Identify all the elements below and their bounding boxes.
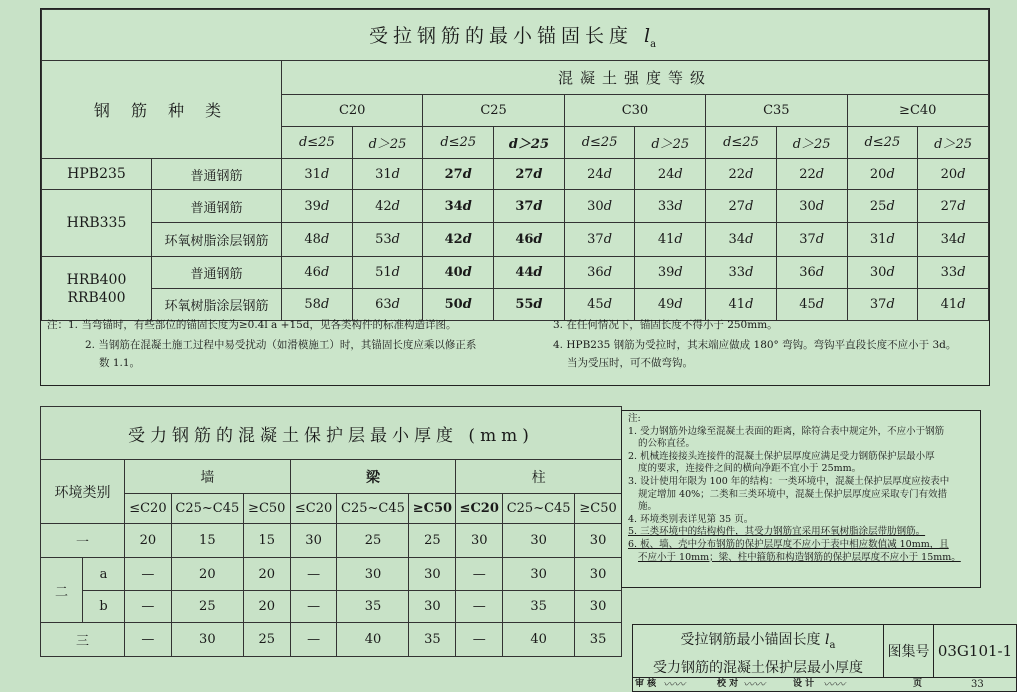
strength-header: C25~C45 — [337, 494, 409, 524]
cover-table-body — [41, 524, 622, 657]
row-header: 钢 筋 种 类 — [42, 61, 282, 159]
anchorage-row — [42, 190, 989, 223]
d-symbol: d — [674, 166, 683, 182]
d-symbol: d — [391, 166, 400, 182]
anchorage-value: 41d — [918, 289, 989, 321]
d-symbol: d — [886, 232, 895, 247]
diameter-header: d≤25 — [282, 127, 353, 159]
d-symbol: d — [674, 297, 683, 312]
d-symbol: d — [745, 166, 754, 182]
cover-value: 30 — [290, 524, 337, 558]
d-symbol: d — [320, 198, 330, 214]
cover-value: 35 — [575, 623, 622, 657]
anchorage-value: 45d — [776, 289, 847, 321]
diameter-header: d＞25 — [776, 127, 847, 159]
cover-value: 20 — [125, 524, 172, 558]
cover-value: 40 — [503, 623, 575, 657]
review-label: 审 核 — [635, 679, 657, 689]
anchorage-table — [41, 9, 989, 321]
cover-note-line: 5. 三类环境中的结构构件，其受力钢筋宜采用环氧树脂涂层带肋钢筋。 — [628, 526, 926, 538]
anchorage-value: 40d — [423, 257, 494, 289]
d-symbol: d — [320, 265, 330, 280]
anchorage-value: 36d — [564, 257, 635, 289]
anchorage-table-body — [42, 159, 989, 321]
grade-header: C35 — [706, 95, 847, 127]
cover-value: 30 — [409, 591, 456, 623]
note-1: 注：1. 当弯锚时，有些部位的锚固长度为≥0.4l a +15d，见各类构件的标准构造详图。 — [47, 319, 457, 331]
anchorage-value: 42d — [352, 190, 423, 223]
cover-note-line: 1. 受力钢筋外边缘至混凝土表面的距离，除符合表中规定外，不应小于钢筋 — [628, 425, 945, 437]
design-label: 设 计 — [793, 679, 815, 689]
atlas-label: 图集号 — [884, 624, 934, 678]
cover-value: — — [290, 623, 337, 657]
note-3: 3. 在任何情况下，锚固长度不得小于 250mm。 — [553, 319, 778, 331]
anchorage-value: 30d — [776, 190, 847, 223]
anchorage-value: 48d — [282, 223, 353, 257]
anchorage-value: 24d — [564, 159, 635, 190]
steel-type: HRB400 RRB400 — [42, 257, 152, 321]
cover-note-line: 规定增加 40%；二类和三类环境中，混凝土保护层厚度应采取专门有效措 — [638, 488, 948, 500]
d-symbol: d — [815, 297, 825, 312]
grade-header: C25 — [423, 95, 564, 127]
anchorage-value: 34d — [918, 223, 989, 257]
steel-subtype: 普通钢筋 — [152, 190, 282, 223]
d-symbol: d — [603, 297, 613, 312]
cover-note-line: 2. 机械连接接头连接件的混凝土保护层厚度应满足受力钢筋保护层最小厚 — [628, 450, 935, 462]
strength-header: ≤C20 — [456, 494, 503, 524]
cover-value: — — [456, 591, 503, 623]
cover-note-line: 注: — [628, 413, 641, 424]
d-symbol: d — [603, 166, 613, 182]
anchorage-value: 34d — [706, 223, 777, 257]
title-subscript: a — [650, 38, 662, 50]
anchorage-value: 37d — [494, 190, 565, 223]
cover-table-box — [40, 406, 622, 656]
d-symbol: d — [462, 198, 472, 214]
check-signature: 〰〰 — [743, 678, 765, 691]
anchorage-value: 27d — [423, 159, 494, 190]
d-symbol: d — [603, 265, 613, 280]
cover-value: 20 — [171, 558, 243, 591]
cover-value: 35 — [409, 623, 456, 657]
cover-note-line: 6. 板、墙、壳中分布钢筋的保护层厚度不应小于表中相应数值减 10mm，且 — [628, 538, 949, 550]
cover-value: 30 — [409, 558, 456, 591]
strength-header: C25~C45 — [503, 494, 575, 524]
cover-value: 30 — [456, 524, 503, 558]
title-block-line2: 受力钢筋的混凝土保护层最小厚度 — [653, 659, 863, 676]
anchorage-value: 22d — [706, 159, 777, 190]
env-header: 环境类别 — [41, 460, 125, 524]
cover-value: — — [125, 623, 172, 657]
anchorage-value: 31d — [847, 223, 918, 257]
cover-note-line: 不应小于 10mm；梁、柱中箍筋和构造钢筋的保护层厚度不应小于 15mm。 — [638, 551, 961, 563]
anchorage-row — [42, 223, 989, 257]
cover-value: 25 — [337, 524, 409, 558]
d-symbol: d — [815, 232, 825, 247]
note-2-cont: 数 1.1。 — [99, 357, 141, 369]
d-symbol: d — [391, 297, 400, 312]
anchorage-value: 31d — [282, 159, 353, 190]
diameter-header: d＞25 — [352, 127, 423, 159]
anchorage-value: 20d — [847, 159, 918, 190]
anchorage-value: 50d — [423, 289, 494, 321]
cover-value: 30 — [575, 591, 622, 623]
env-subclass: a — [83, 558, 125, 591]
diameter-header: d≤25 — [706, 127, 777, 159]
d-symbol: d — [957, 232, 966, 247]
env-class: 二 — [41, 558, 83, 623]
d-symbol: d — [533, 265, 543, 280]
cover-notes — [621, 410, 981, 588]
signature-row — [632, 678, 1017, 692]
title-text: 受拉钢筋的最小锚固长度 — [368, 24, 633, 47]
group-header-wall: 墙 — [125, 460, 291, 494]
steel-subtype: 环氧树脂涂层钢筋 — [152, 223, 282, 257]
col-group-header: 混凝土强度等级 — [282, 61, 989, 95]
d-symbol: d — [886, 265, 895, 280]
title-block-main — [632, 624, 884, 678]
d-symbol: d — [745, 297, 754, 312]
anchorage-notes — [47, 317, 997, 387]
anchorage-value: 27d — [706, 190, 777, 223]
steel-subtype: 普通钢筋 — [152, 257, 282, 289]
anchorage-value: 37d — [564, 223, 635, 257]
cover-value: 40 — [337, 623, 409, 657]
anchorage-value: 37d — [776, 223, 847, 257]
d-symbol: d — [815, 166, 825, 182]
env-subclass: b — [83, 591, 125, 623]
anchorage-value: 42d — [423, 223, 494, 257]
diameter-header: d＞25 — [918, 127, 989, 159]
anchorage-value: 27d — [918, 190, 989, 223]
cover-row — [41, 623, 622, 657]
d-symbol: d — [391, 232, 400, 247]
cover-value: 25 — [243, 623, 290, 657]
title-block — [632, 624, 1017, 692]
note-2: 2. 当钢筋在混凝土施工过程中易受扰动（如滑模施工）时，其锚固长度应乘以修正系 — [85, 339, 477, 351]
d-symbol: d — [674, 232, 683, 247]
d-symbol: d — [391, 265, 400, 280]
title-block-line1 — [633, 629, 883, 657]
page-number: 33 — [971, 679, 984, 690]
cover-row — [41, 558, 622, 591]
anchorage-value: 58d — [282, 289, 353, 321]
d-symbol: d — [815, 198, 825, 214]
anchorage-value: 51d — [352, 257, 423, 289]
anchorage-table-title — [42, 10, 989, 61]
title-line1-subscript: a — [829, 639, 836, 651]
d-symbol: d — [320, 166, 330, 182]
cover-value: — — [125, 558, 172, 591]
anchorage-value: 53d — [352, 223, 423, 257]
d-symbol: d — [957, 166, 966, 182]
cover-value: 25 — [171, 591, 243, 623]
anchorage-value: 34d — [423, 190, 494, 223]
cover-value: 15 — [243, 524, 290, 558]
title-line1-symbol: l — [825, 632, 830, 648]
cover-value: 30 — [171, 623, 243, 657]
d-symbol: d — [462, 297, 472, 312]
anchorage-value: 45d — [564, 289, 635, 321]
anchorage-value: 46d — [282, 257, 353, 289]
title-symbol: l — [644, 24, 651, 47]
grade-header: C20 — [282, 95, 423, 127]
cover-value: 20 — [243, 591, 290, 623]
note-4-cont: 当为受压时，可不做弯钩。 — [567, 357, 693, 369]
cover-row — [41, 591, 622, 623]
steel-type: HRB335 — [42, 190, 152, 257]
d-symbol: d — [674, 265, 683, 280]
cover-note-line: 施。 — [638, 501, 658, 513]
group-header-beam: 梁 — [290, 460, 456, 494]
anchorage-table-box — [40, 8, 990, 386]
strength-header: ≥C50 — [243, 494, 290, 524]
d-symbol: d — [603, 232, 613, 247]
anchorage-value: 20d — [918, 159, 989, 190]
anchorage-value: 31d — [352, 159, 423, 190]
anchorage-value: 30d — [847, 257, 918, 289]
diameter-header: d≤25 — [564, 127, 635, 159]
anchorage-value: 27d — [494, 159, 565, 190]
diameter-header: d＞25 — [635, 127, 706, 159]
cover-value: 30 — [575, 558, 622, 591]
anchorage-value: 55d — [494, 289, 565, 321]
design-signature: 〰〰 — [823, 678, 845, 691]
anchorage-row — [42, 257, 989, 289]
d-symbol: d — [745, 265, 754, 280]
d-symbol: d — [533, 232, 543, 247]
grade-header: ≥C40 — [847, 95, 989, 127]
anchorage-value: 33d — [918, 257, 989, 289]
anchorage-value: 41d — [706, 289, 777, 321]
page-label: 页 — [913, 679, 923, 689]
anchorage-value: 36d — [776, 257, 847, 289]
anchorage-value: 39d — [282, 190, 353, 223]
d-symbol: d — [462, 265, 472, 280]
cover-value: 15 — [171, 524, 243, 558]
grade-header: C30 — [564, 95, 705, 127]
anchorage-value: 22d — [776, 159, 847, 190]
cover-value: 35 — [337, 591, 409, 623]
anchorage-value: 33d — [706, 257, 777, 289]
cover-value: 30 — [503, 524, 575, 558]
strength-row — [41, 494, 622, 524]
d-symbol: d — [320, 232, 330, 247]
cover-note-line: 4. 环境类别表详见第 35 页。 — [628, 513, 754, 525]
cover-value: — — [125, 591, 172, 623]
anchorage-value: 24d — [635, 159, 706, 190]
diameter-header: d＞25 — [494, 127, 565, 159]
d-symbol: d — [957, 198, 966, 214]
anchorage-value: 39d — [635, 257, 706, 289]
d-symbol: d — [886, 198, 895, 214]
title-line1-text: 受拉钢筋最小锚固长度 — [680, 632, 821, 648]
cover-table-title: 受力钢筋的混凝土保护层最小厚度 (mm) — [41, 407, 622, 460]
cover-value: — — [456, 623, 503, 657]
d-symbol: d — [603, 198, 613, 214]
check-label: 校 对 — [717, 679, 739, 689]
strength-header: ≥C50 — [409, 494, 456, 524]
strength-header: C25~C45 — [171, 494, 243, 524]
d-symbol: d — [533, 297, 543, 312]
d-symbol: d — [462, 166, 472, 182]
cover-value: 30 — [503, 558, 575, 591]
steel-subtype: 环氧树脂涂层钢筋 — [152, 289, 282, 321]
strength-header: ≤C20 — [125, 494, 172, 524]
anchorage-value: 49d — [635, 289, 706, 321]
env-class: 三 — [41, 623, 125, 657]
review-signature: 〰〰 — [663, 678, 685, 691]
d-symbol: d — [815, 265, 825, 280]
d-symbol: d — [533, 198, 543, 214]
note-4: 4. HPB235 钢筋为受拉时，其末端应做成 180° 弯钩。弯钩平直段长度不应小于 3d。 — [553, 339, 957, 351]
atlas-code: 03G101-1 — [934, 624, 1017, 678]
anchorage-row — [42, 289, 989, 321]
d-symbol: d — [886, 166, 895, 182]
anchorage-value: 63d — [352, 289, 423, 321]
cover-table — [40, 406, 622, 657]
cover-value: 20 — [243, 558, 290, 591]
diameter-header: d≤25 — [847, 127, 918, 159]
cover-value: 25 — [409, 524, 456, 558]
d-symbol: d — [462, 232, 472, 247]
cover-value: — — [456, 558, 503, 591]
cover-value: 30 — [575, 524, 622, 558]
d-symbol: d — [957, 297, 966, 312]
env-class: 一 — [41, 524, 125, 558]
d-symbol: d — [320, 297, 330, 312]
anchorage-value: 25d — [847, 190, 918, 223]
group-header-column: 柱 — [456, 460, 622, 494]
cover-value: 35 — [503, 591, 575, 623]
steel-type: HPB235 — [42, 159, 152, 190]
strength-header: ≤C20 — [290, 494, 337, 524]
d-symbol: d — [533, 166, 543, 182]
cover-row — [41, 524, 622, 558]
anchorage-value: 33d — [635, 190, 706, 223]
anchorage-value: 30d — [564, 190, 635, 223]
d-symbol: d — [745, 198, 754, 214]
d-symbol: d — [674, 198, 683, 214]
cover-value: — — [290, 591, 337, 623]
diameter-header: d≤25 — [423, 127, 494, 159]
anchorage-row — [42, 159, 989, 190]
cover-value: — — [290, 558, 337, 591]
d-symbol: d — [886, 297, 895, 312]
anchorage-value: 41d — [635, 223, 706, 257]
anchorage-value: 44d — [494, 257, 565, 289]
d-symbol: d — [745, 232, 754, 247]
strength-header: ≥C50 — [575, 494, 622, 524]
d-symbol: d — [391, 198, 400, 214]
anchorage-value: 37d — [847, 289, 918, 321]
d-symbol: d — [957, 265, 966, 280]
cover-note-line: 度的要求，连接件之间的横向净距不宜小于 25mm。 — [638, 463, 862, 475]
steel-subtype: 普通钢筋 — [152, 159, 282, 190]
anchorage-value: 46d — [494, 223, 565, 257]
cover-note-line: 的公称直径。 — [638, 438, 696, 450]
cover-value: 30 — [337, 558, 409, 591]
cover-note-line: 3. 设计使用年限为 100 年的结构：一类环境中，混凝土保护层厚度应按表中 — [628, 475, 950, 487]
